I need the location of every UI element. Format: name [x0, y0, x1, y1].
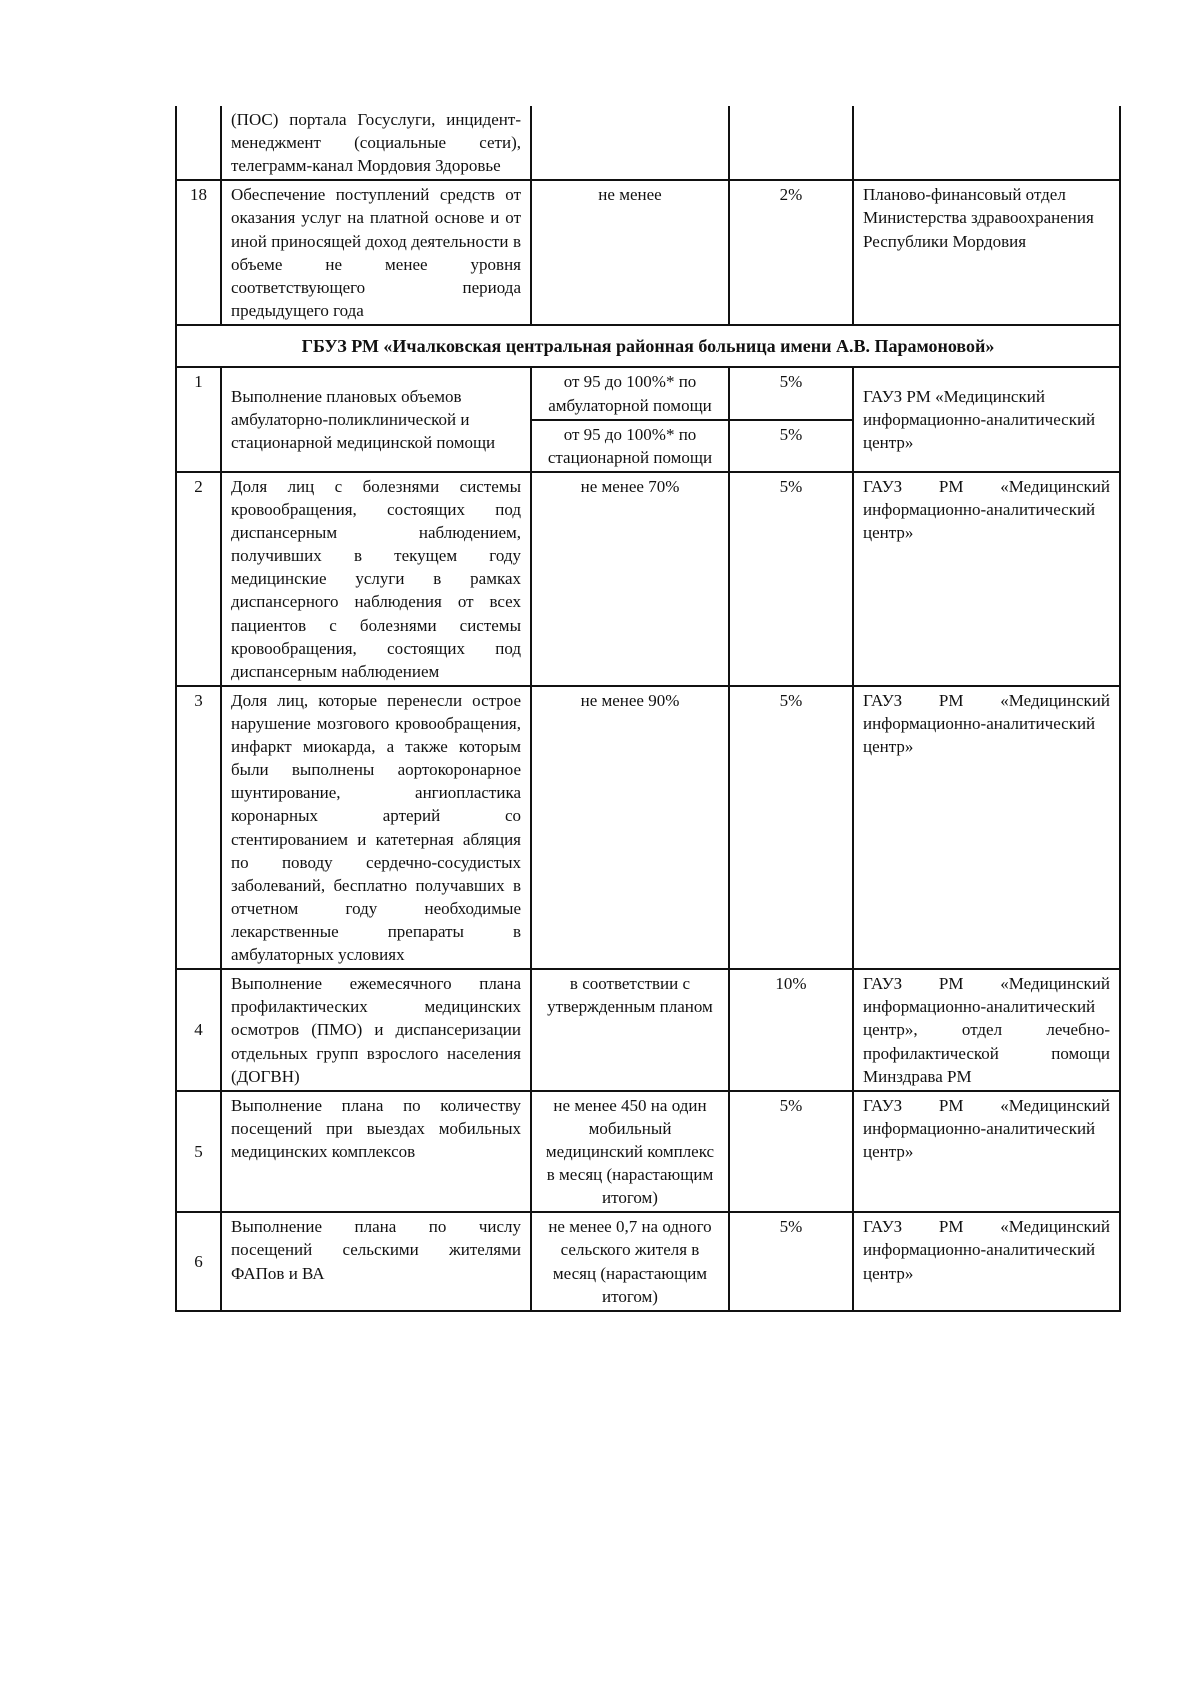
section-header: ГБУЗ РМ «Ичалковская центральная районная больница имени А.В. Парамоновой» [176, 325, 1120, 367]
indicator-cell: Выполнение ежемесячного плана профилактических медицинских осмотров (ПМО) и диспансеризации отдельных групп взрослого населения (ДОГВН) [221, 969, 531, 1091]
table-row [176, 686, 1120, 969]
weight-cell: 5% [729, 1212, 853, 1310]
target-cell: не менее 0,7 на одного сельского жителя в месяц (нарастающим итогом) [531, 1212, 729, 1310]
weight-cell: 5% [729, 472, 853, 686]
weight-cell: 5% [729, 686, 853, 969]
indicator-cell: Доля лиц, которые перенесли острое нарушение мозгового кровообращения, инфаркт миокарда, а также которым были выполнены аортокоронарное шунтирование, ангиопластика коронарных артерий со стентированием и катетерная абляция по поводу сердечно-сосудистых заболеваний, бесплатно получавших в отчетном году необходимые лекарственные препараты в амбулаторных условиях [221, 686, 531, 969]
row-number-cell: 4 [176, 969, 221, 1091]
table-row-1a [176, 367, 1120, 419]
row-number-cell: 1 [176, 367, 221, 471]
table-row [176, 1212, 1120, 1310]
target-cell: в соответствии с утвержденным планом [531, 969, 729, 1091]
indicator-cell: Доля лиц с болезнями системы кровообращения, состоящих под диспансерным наблюдением, получивших в текущем году медицинские услуги в рамках диспансерного наблюдения от всех пациентов с болезнями системы кровообращения, состоящих под диспансерным наблюдением [221, 472, 531, 686]
responsible-cell: ГАУЗ РМ «Медицинский информационно-аналитический центр», отдел лечебно-профилактической помощи Минздрава РМ [853, 969, 1120, 1091]
indicator-cell: Выполнение плана по количеству посещений при выездах мобильных медицинских комплексов [221, 1091, 531, 1213]
responsible-cell: Планово-финансовый отдел Министерства здравоохранения Республики Мордовия [853, 180, 1120, 325]
row-number-cell [176, 106, 221, 180]
target-cell: не менее 70% [531, 472, 729, 686]
table-row-continuation [176, 106, 1120, 180]
row-number-cell: 3 [176, 686, 221, 969]
row-number-cell: 5 [176, 1091, 221, 1213]
row-number-cell: 2 [176, 472, 221, 686]
row-number-cell: 18 [176, 180, 221, 325]
indicator-cell: Обеспечение поступлений средств от оказания услуг на платной основе и от иной приносящей доход деятельности в объеме не менее уровня соответствующего периода предыдущего года [221, 180, 531, 325]
weight-cell: 10% [729, 969, 853, 1091]
section-header-row [176, 325, 1120, 367]
target-cell: не менее 450 на один мобильный медицинский комплекс в месяц (нарастающим итогом) [531, 1091, 729, 1213]
responsible-cell: ГАУЗ РМ «Медицинский информационно-аналитический центр» [853, 1212, 1120, 1310]
weight-cell [729, 106, 853, 180]
responsible-cell: ГАУЗ РМ «Медицинский информационно-аналитический центр» [853, 1091, 1120, 1213]
responsible-cell: ГАУЗ РМ «Медицинский информационно-аналитический центр» [853, 472, 1120, 686]
indicator-cell: (ПОС) портала Госуслуги, инцидент-менеджмент (социальные сети), телеграмм-канал Мордовия Здоровье [221, 106, 531, 180]
target-cell: не менее [531, 180, 729, 325]
responsible-cell: ГАУЗ РМ «Медицинский информационно-аналитический центр» [853, 367, 1120, 471]
table-row-18 [176, 180, 1120, 325]
weight-cell: 5% [729, 1091, 853, 1213]
indicator-cell: Выполнение плановых объемов амбулаторно-поликлинической и стационарной медицинской помощи [221, 367, 531, 471]
responsible-cell: ГАУЗ РМ «Медицинский информационно-аналитический центр» [853, 686, 1120, 969]
target-cell: не менее 90% [531, 686, 729, 969]
indicator-cell: Выполнение плана по числу посещений сельскими жителями ФАПов и ВА [221, 1212, 531, 1310]
table-row [176, 472, 1120, 686]
table-row [176, 969, 1120, 1091]
weight-cell-ambulatory: 5% [729, 367, 853, 419]
indicators-table [175, 106, 1121, 1312]
row-number-cell: 6 [176, 1212, 221, 1310]
target-cell-ambulatory: от 95 до 100%* по амбулаторной помощи [531, 367, 729, 419]
weight-cell-inpatient: 5% [729, 420, 853, 472]
target-cell [531, 106, 729, 180]
responsible-cell [853, 106, 1120, 180]
weight-cell: 2% [729, 180, 853, 325]
table-body [176, 106, 1120, 1311]
target-cell-inpatient: от 95 до 100%* по стационарной помощи [531, 420, 729, 472]
table-row [176, 1091, 1120, 1213]
